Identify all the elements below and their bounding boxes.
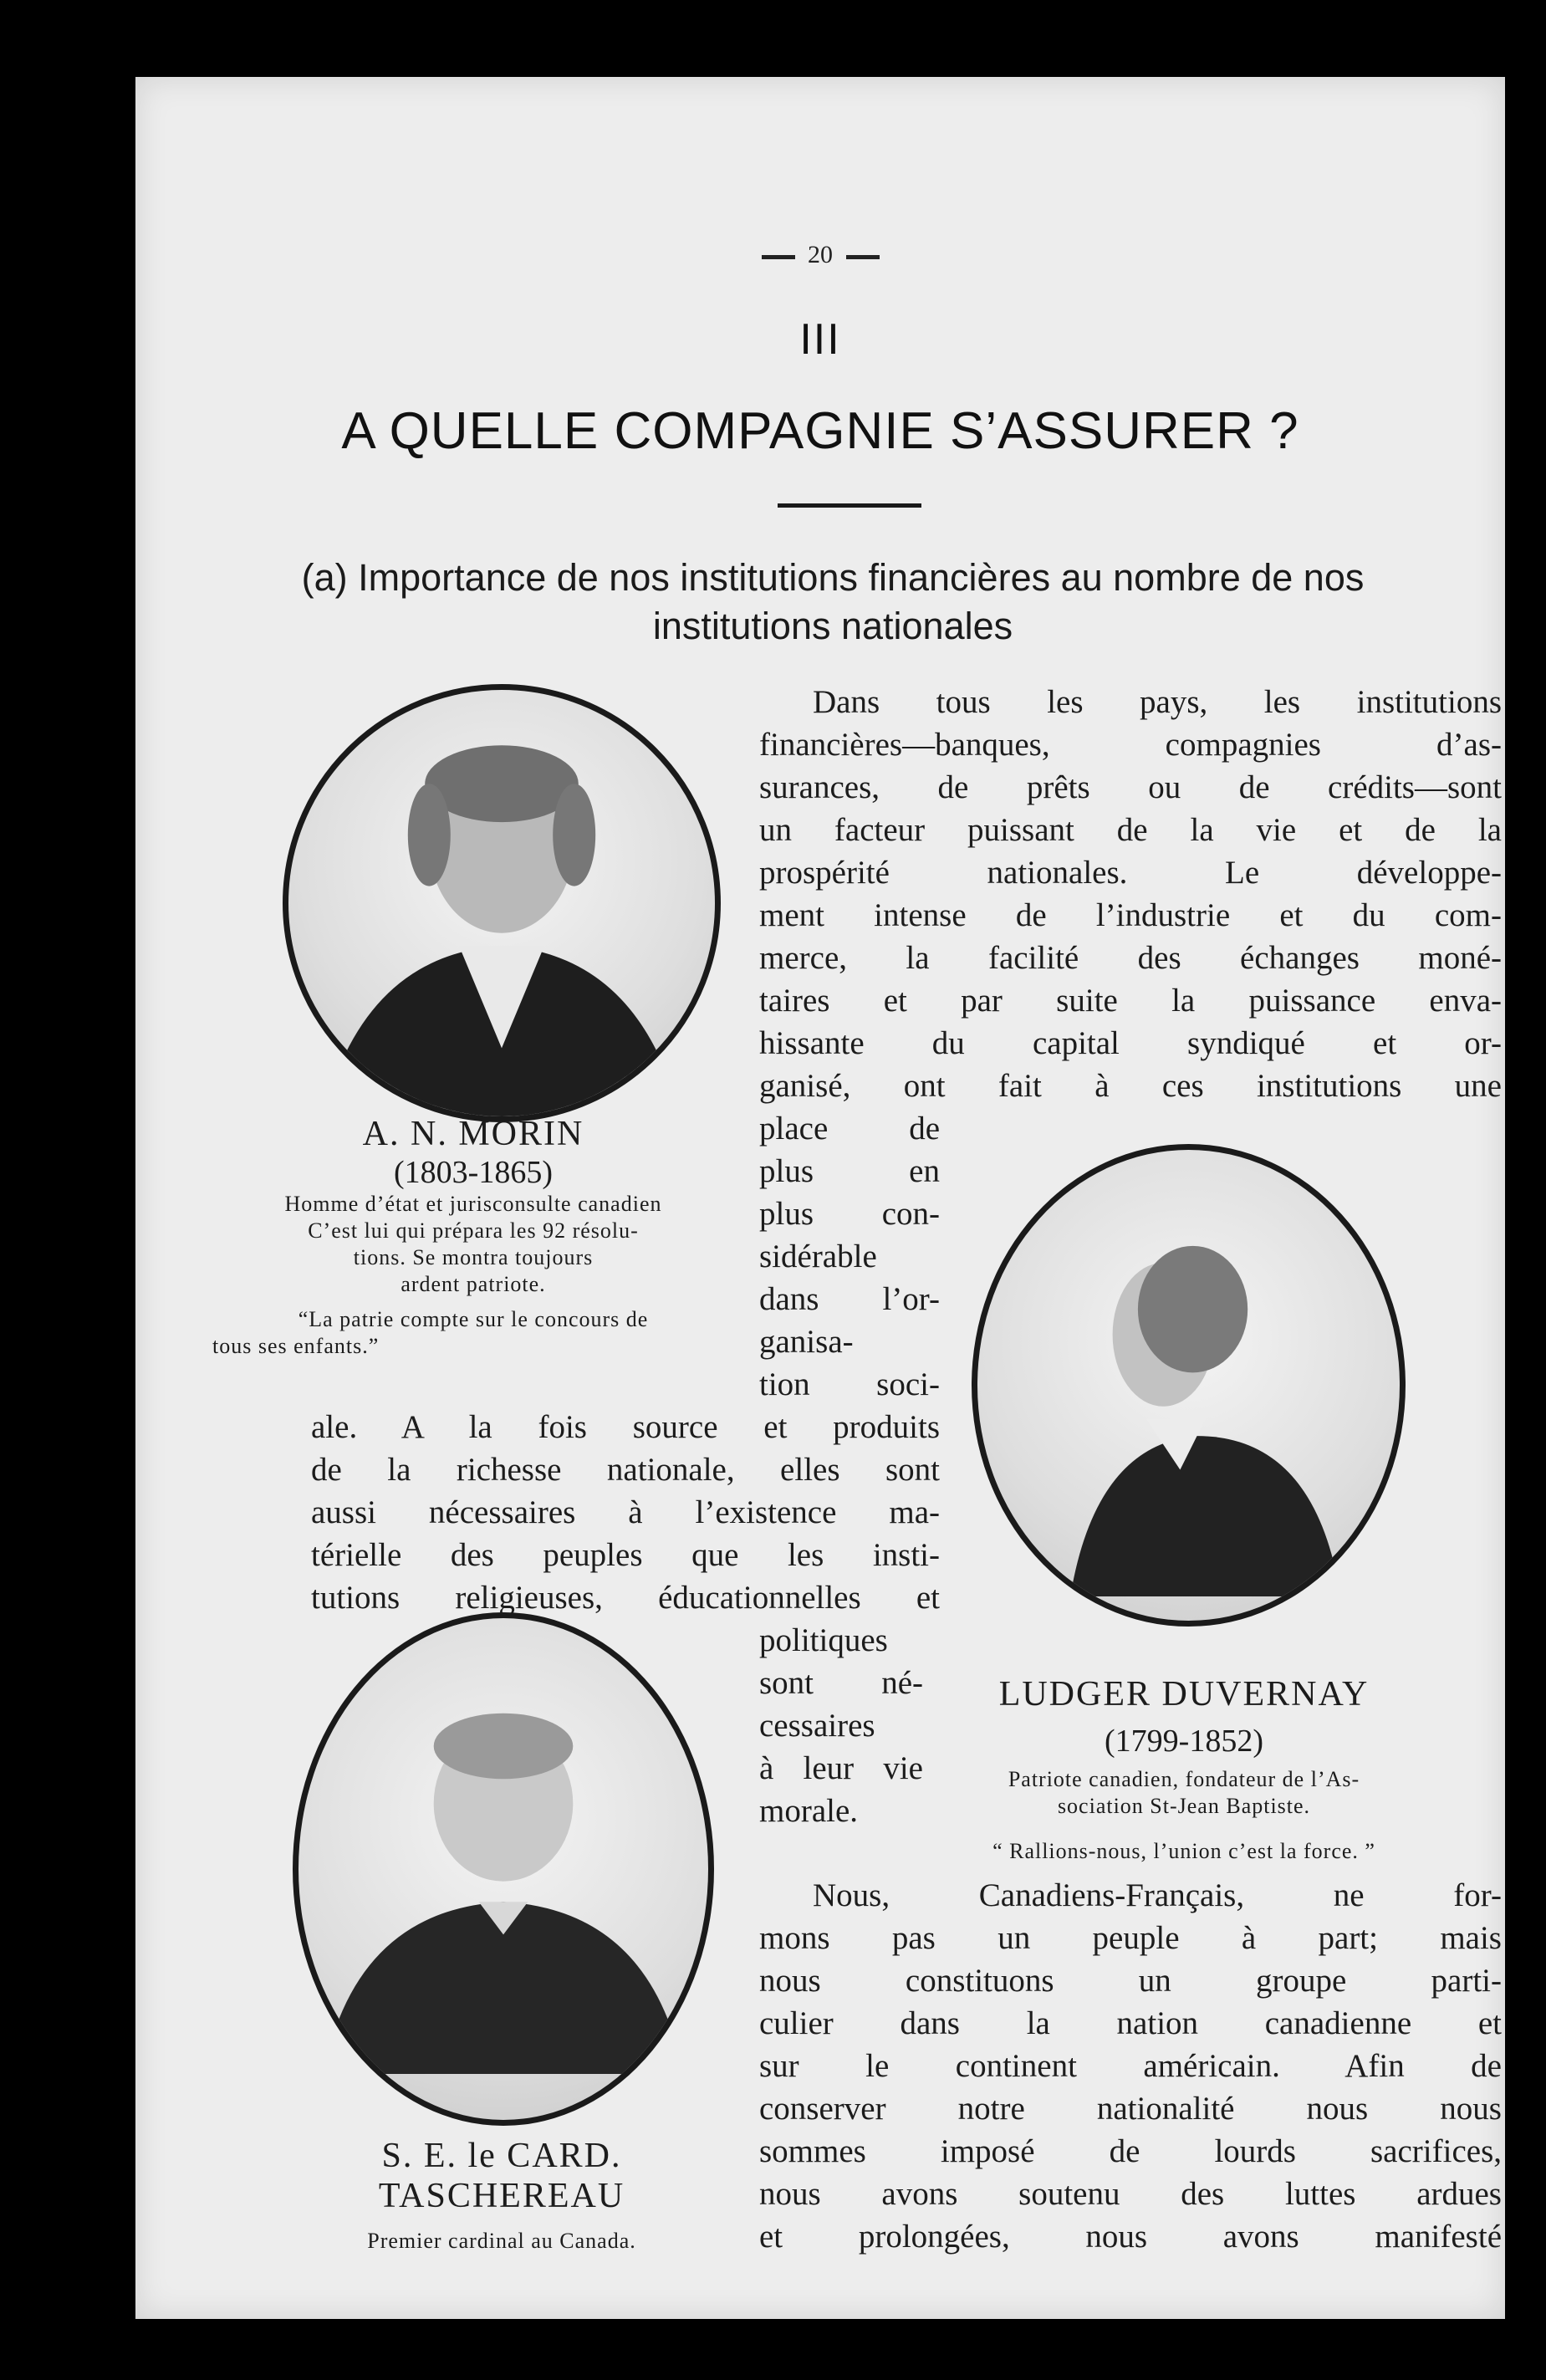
portrait-duvernay-figure — [977, 1150, 1400, 1621]
body-text-line: nous constituons un groupe parti- — [759, 1963, 1502, 1999]
body-text-line: sommes imposé de lourds sacrifices, — [759, 2133, 1502, 2169]
caption-duvernay-name: LUDGER DUVERNAY — [998, 1675, 1370, 1713]
body-text-line: à leur vie — [759, 1750, 923, 1786]
body-text-line: tutions religieuses, éducationnelles et — [311, 1580, 940, 1616]
body-text-line: Dans tous les pays, les institutions — [813, 684, 1502, 720]
caption-taschereau — [276, 2136, 727, 2255]
book-page — [135, 77, 1505, 2319]
section-subtitle: (a) Importance de nos institutions financières au nombre de nos institutions nationales — [301, 556, 1365, 647]
body-text-line: hissante du capital syndiqué et or- — [759, 1025, 1502, 1061]
body-text-line: et prolongées, nous avons manifesté — [759, 2219, 1502, 2255]
body-text-line: culier dans la nation canadienne et — [759, 2005, 1502, 2041]
body-text-line: ganisé, ont fait à ces institutions une — [759, 1068, 1502, 1104]
body-text-line: taires et par suite la puissance enva- — [759, 983, 1502, 1019]
body-text-line: plus en — [759, 1153, 940, 1189]
caption-morin-line: tions. Se montra toujours — [353, 1245, 594, 1269]
body-text-line: conserver notre nationalité nous nous — [759, 2091, 1502, 2127]
body-text-line: cessaires — [759, 1708, 875, 1744]
caption-morin — [206, 1114, 741, 1360]
caption-morin-line: C’est lui qui prépara les 92 résolu- — [308, 1218, 639, 1243]
caption-duvernay-line: “ Rallions-nous, l’union c’est la force. ” — [992, 1839, 1375, 1863]
portrait-morin-figure — [288, 690, 715, 1116]
body-text-line: mons pas un peuple à part; mais — [759, 1920, 1502, 1956]
body-text-line: ganisa- — [759, 1324, 854, 1360]
caption-duvernay-line: sociation St-Jean Baptiste. — [1057, 1794, 1311, 1818]
page-number-text: 20 — [808, 241, 833, 268]
body-text-line: surances, de prêts ou de crédits—sont — [759, 769, 1502, 805]
caption-morin-line: ardent patriote. — [401, 1272, 546, 1296]
body-text-narrow-1 — [759, 1107, 940, 1406]
portrait-taschereau — [293, 1612, 714, 2126]
caption-morin-dates: (1803-1865) — [394, 1155, 553, 1190]
caption-morin-line: “La patrie compte sur le concours de — [298, 1307, 649, 1331]
caption-duvernay — [925, 1674, 1443, 1865]
body-text-line: merce, la facilité des échanges moné- — [759, 940, 1502, 976]
body-text-line: place de — [759, 1111, 940, 1147]
body-text-block-3 — [759, 1874, 1502, 2258]
body-text-line: plus con- — [759, 1196, 940, 1232]
body-text-line: térielle des peuples que les insti- — [311, 1537, 940, 1573]
caption-morin-name: A. N. MORIN — [362, 1115, 584, 1153]
page-title: A QUELLE COMPAGNIE S’ASSURER ? — [341, 402, 1299, 460]
portrait-morin — [283, 684, 721, 1122]
caption-duvernay-dates: (1799-1852) — [1105, 1724, 1263, 1759]
body-text-line: tion soci- — [759, 1366, 940, 1402]
body-text-line: aussi nécessaires à l’existence ma- — [311, 1494, 940, 1530]
caption-taschereau-name: S. E. le CARD. TASCHEREAU — [378, 2137, 625, 2215]
body-text-line: morale. — [759, 1793, 859, 1829]
body-text-line: financières—banques, compagnies d’as- — [759, 727, 1502, 763]
portrait-taschereau-figure — [298, 1618, 708, 2120]
body-text-line: Nous, Canadiens-Français, ne for- — [813, 1877, 1502, 1913]
body-text-line: politiques — [759, 1622, 888, 1658]
body-text-line: un facteur puissant de la vie et de la — [759, 812, 1502, 848]
body-text-line: ale. A la fois source et produits — [311, 1409, 940, 1445]
body-text-line: sont né- — [759, 1665, 923, 1701]
caption-taschereau-line: Premier cardinal au Canada. — [367, 2229, 636, 2253]
portrait-duvernay — [972, 1144, 1406, 1627]
caption-duvernay-line: Patriote canadien, fondateur de l’As- — [1008, 1767, 1360, 1791]
page-number — [135, 241, 1505, 269]
body-text-line: ment intense de l’industrie et du com- — [759, 897, 1502, 933]
body-text-block-1 — [759, 681, 1502, 1107]
body-text-line: dans l’or- — [759, 1281, 940, 1317]
caption-morin-line: tous ses enfants.” — [212, 1334, 380, 1358]
folio-dash-left — [762, 255, 795, 259]
body-text-line: sidérable — [759, 1239, 877, 1274]
body-text-line: prospérité nationales. Le développe- — [759, 855, 1502, 891]
chapter-number: III — [799, 315, 841, 364]
body-text-line: de la richesse nationale, elles sont — [311, 1452, 940, 1488]
body-text-narrow-2 — [759, 1619, 923, 1832]
body-text-line: nous avons soutenu des luttes ardues — [759, 2176, 1502, 2212]
folio-dash-right — [846, 255, 880, 259]
body-text-block-2 — [311, 1406, 940, 1619]
caption-morin-line: Homme d’état et jurisconsulte canadien — [284, 1192, 662, 1216]
body-text-line: sur le continent américain. Afin de — [759, 2048, 1502, 2084]
title-rule — [778, 503, 921, 508]
